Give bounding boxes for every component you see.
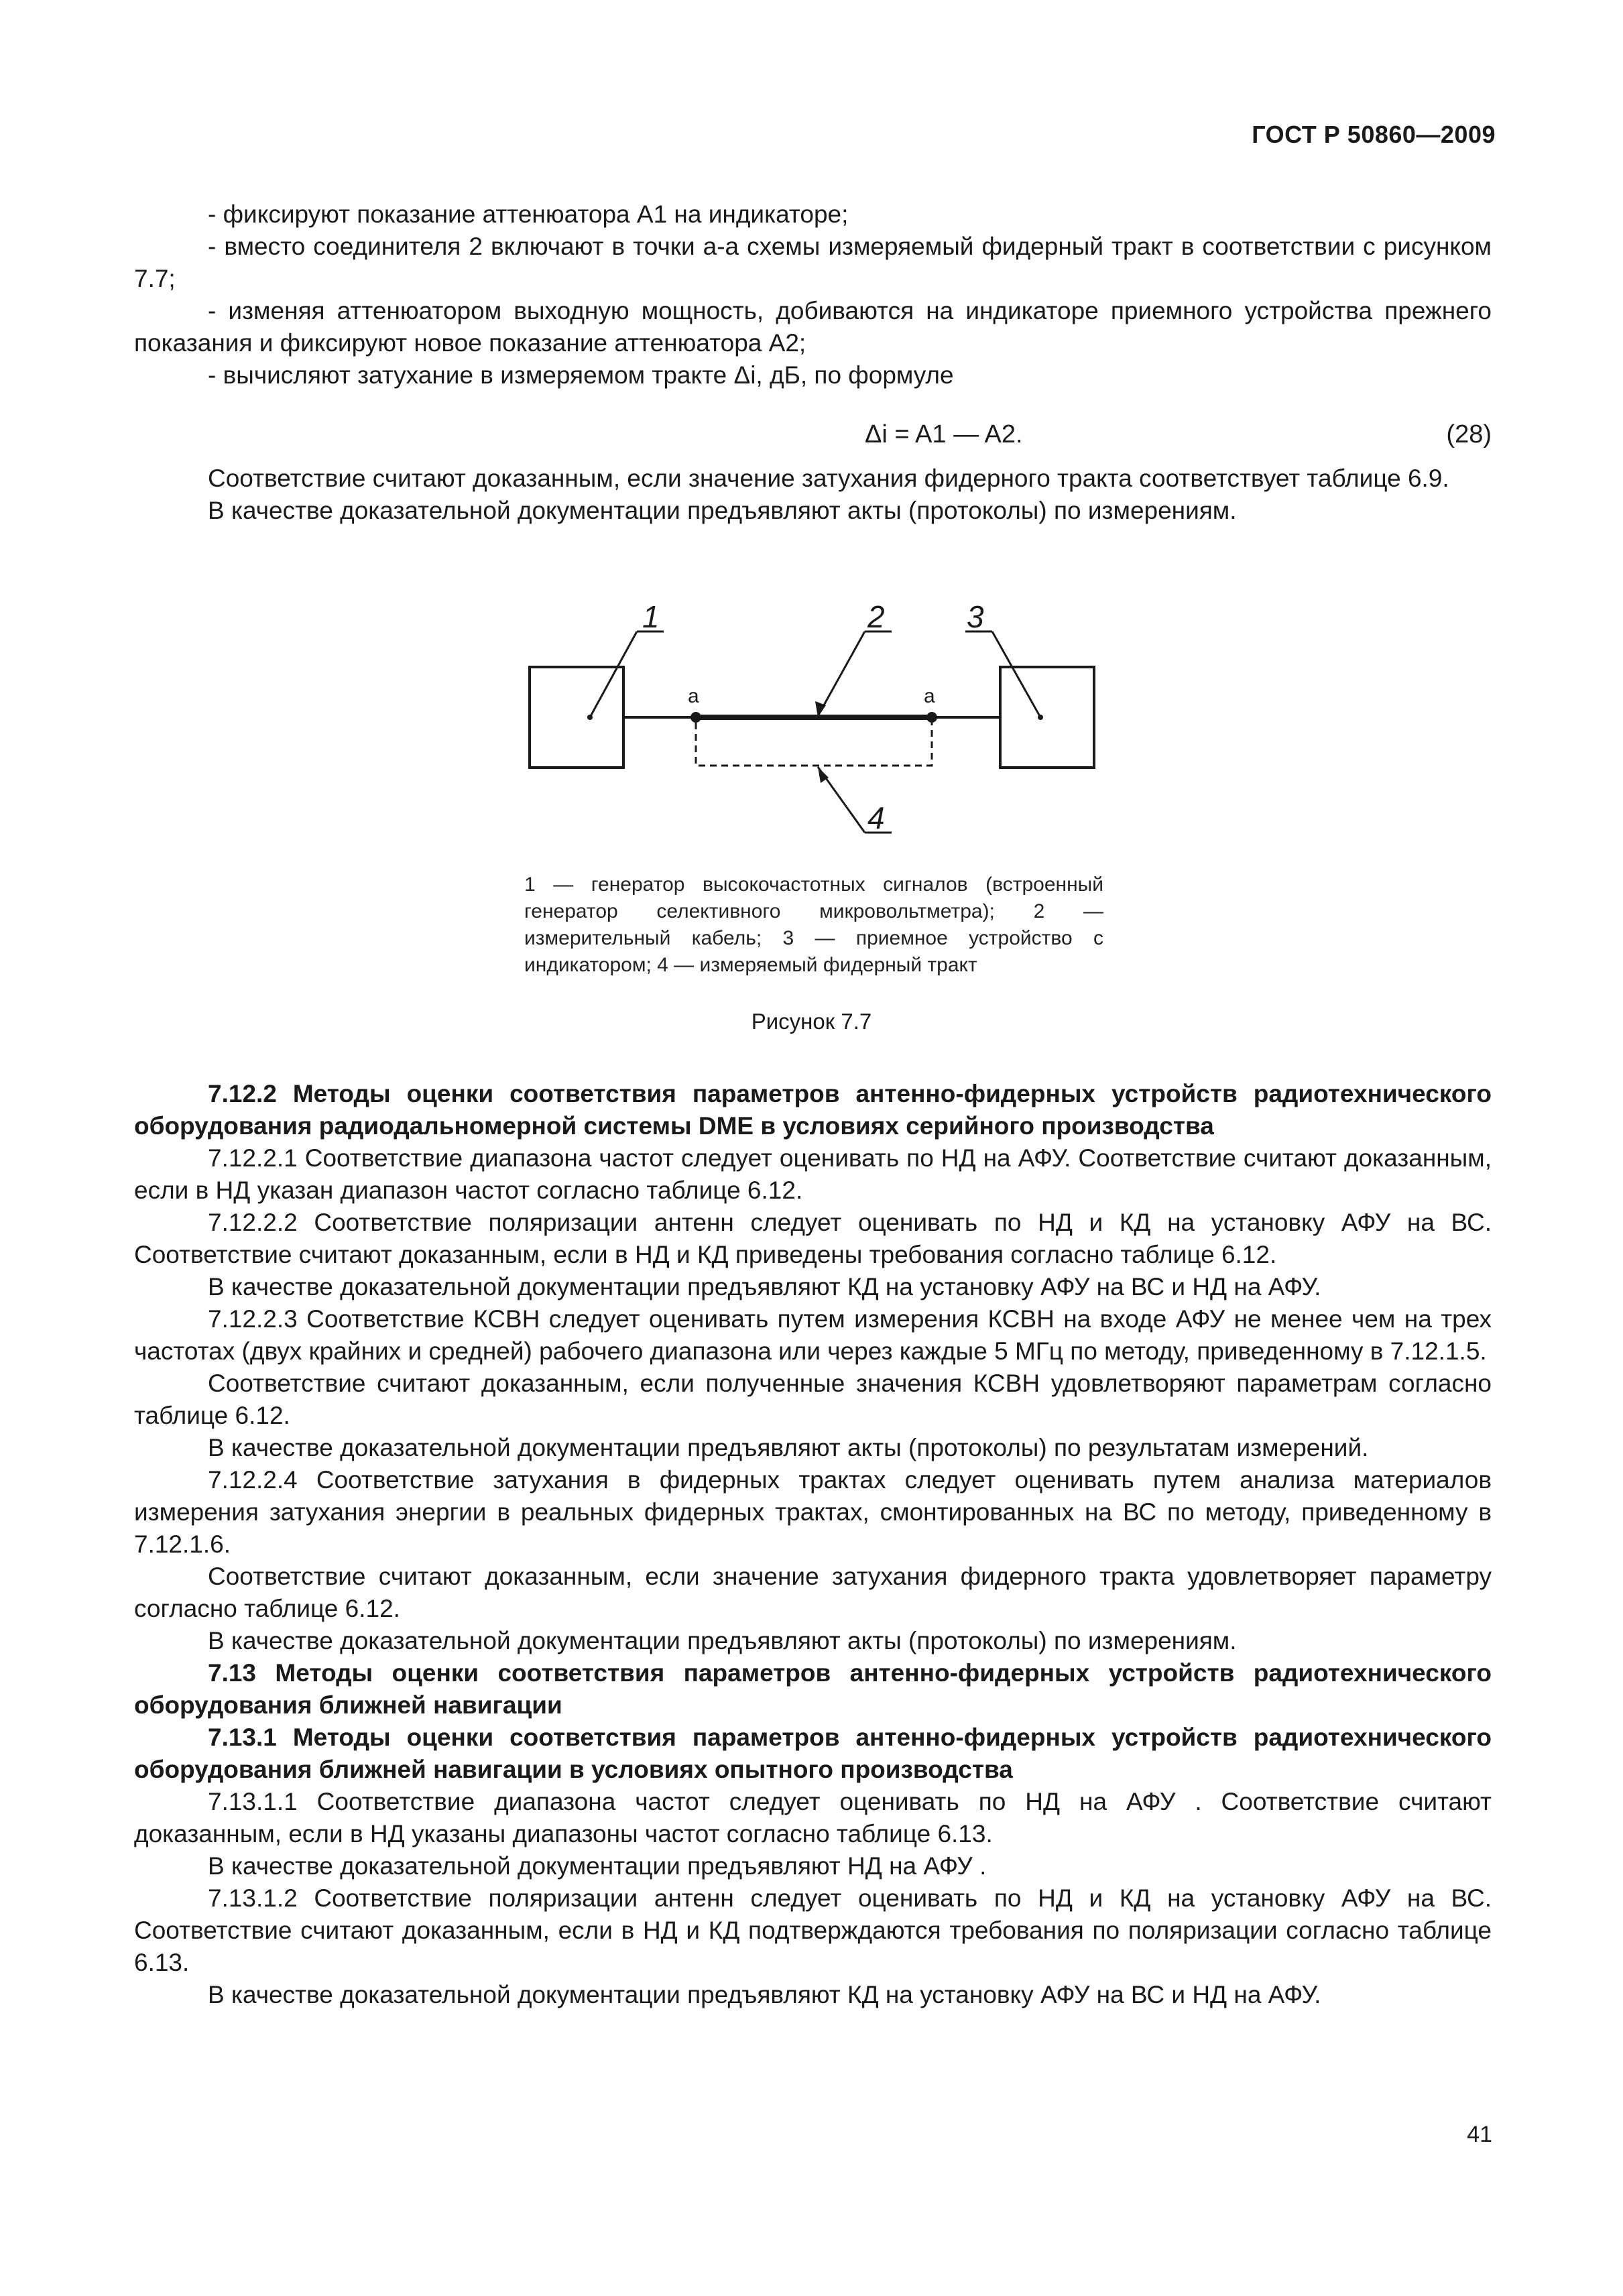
- figure-title: Рисунок 7.7: [751, 1009, 872, 1034]
- paragraph: Соответствие считают доказанным, если значение затухания фидерного тракта соответствует таблице 6.9.: [208, 465, 1449, 492]
- paragraph: В качестве доказательной документации предъявляют НД на АФУ .: [208, 1852, 987, 1880]
- label-a-left: а: [688, 685, 699, 707]
- paragraph: В качестве доказательной документации предъявляют КД на установку АФУ на ВС и НД на АФУ.: [208, 1981, 1321, 2008]
- point-a-right: [926, 712, 937, 723]
- page-number: 41: [1467, 2122, 1492, 2147]
- section-7-12-2: [134, 1078, 1492, 2011]
- label-3: 3: [967, 599, 984, 634]
- figure-7-7-diagram: [523, 590, 1113, 858]
- paragraph: В качестве доказательной документации предъявляют акты (протоколы) по измерениям.: [208, 1627, 1237, 1654]
- label-1: 1: [642, 599, 660, 634]
- formula-expression: Δi = A1 — A2.: [865, 420, 1023, 448]
- paragraph: - вычисляют затухание в измеряемом тракте Δi, дБ, по формуле: [208, 361, 954, 389]
- paragraph: В качестве доказательной документации предъявляют акты (протоколы) по измерениям.: [208, 497, 1237, 524]
- paragraph: - вместо соединителя 2 включают в точки а-а схемы измеряемый фидерный тракт в соответствии с рисунком 7.7;: [134, 233, 1492, 292]
- top-text-block: [134, 198, 1492, 391]
- label-a-right: а: [924, 685, 935, 707]
- formula-28: [134, 414, 1492, 455]
- paragraph: 7.12.2.2 Соответствие поляризации антенн следует оценивать по НД и КД на установку АФУ на ВС. Соответствие считают доказанным, если в НД и КД приведены требования согласно таблице 6.12.: [134, 1209, 1492, 1268]
- section-heading: 7.12.2 Методы оценки соответствия параметров антенно-фидерных устройств радиотехнического оборудования радиодальномерной системы DME в условиях серийного производства: [134, 1080, 1492, 1140]
- label-2: 2: [867, 599, 885, 634]
- paragraph: 7.13.1.1 Соответствие диапазона частот следует оценивать по НД на АФУ . Соответствие считают доказанным, если в НД указаны диапазоны частот согласно таблице 6.13.: [134, 1788, 1492, 1848]
- caption-text: 1 — генератор высокочастотных сигналов (встроенный генератор селективного микровольтметра); 2 — измерительный кабель; 3 — приемное устройство с индикатором; 4 — измеряемый фидерный тракт: [524, 873, 1103, 976]
- figure-caption: [524, 871, 1103, 979]
- paragraph: Соответствие считают доказанным, если значение затухания фидерного тракта удовлетворяет параметру согласно таблице 6.12.: [134, 1563, 1492, 1622]
- paragraph: В качестве доказательной документации предъявляют акты (протоколы) по результатам измерений.: [208, 1434, 1369, 1461]
- subsection-heading: 7.13.1 Методы оценки соответствия параметров антенно-фидерных устройств радиотехнического оборудования ближней навигации в условиях опытного производства: [134, 1724, 1492, 1783]
- paragraph: 7.12.2.3 Соответствие КСВН следует оценивать путем измерения КСВН на входе АФУ не менее чем на трех частотах (двух крайних и средней) рабочего диапазона или через каждые 5 МГц по методу, приведенному в 7.12.1.5.: [134, 1305, 1492, 1365]
- paragraph: 7.12.2.4 Соответствие затухания в фидерных трактах следует оценивать путем анализа материалов измерения затухания энергии в реальных фидерных трактах, смонтированных на ВС по методу, приведенному в 7.12.1.6.: [134, 1466, 1492, 1558]
- point-a-left: [690, 712, 701, 723]
- paragraph: Соответствие считают доказанным, если полученные значения КСВН удовлетворяют параметрам согласно таблице 6.12.: [134, 1370, 1492, 1429]
- document-header: ГОСТ Р 50860—2009: [1252, 121, 1496, 148]
- paragraph: В качестве доказательной документации предъявляют КД на установку АФУ на ВС и НД на АФУ.: [208, 1273, 1321, 1301]
- formula-number: (28): [1446, 420, 1492, 448]
- leader-1: [590, 631, 637, 717]
- paragraph: 7.13.1.2 Соответствие поляризации антенн следует оценивать по НД и КД на установку АФУ на ВС. Соответствие считают доказанным, если в НД и КД подтверждаются требования по поляризации согласно таблице 6.13.: [134, 1884, 1492, 1976]
- paragraph: 7.12.2.1 Соответствие диапазона частот следует оценивать по НД на АФУ. Соответствие считают доказанным, если в НД указан диапазон частот согласно таблице 6.12.: [134, 1144, 1492, 1204]
- paragraph: - изменяя аттенюатором выходную мощность, добиваются на индикаторе приемного устройства прежнего показания и фиксируют новое показание аттенюатора A2;: [134, 297, 1492, 357]
- paragraph: - фиксируют показание аттенюатора A1 на индикаторе;: [208, 200, 849, 228]
- feeder-path-dashed: [696, 723, 932, 766]
- receiver-box: [1000, 667, 1094, 768]
- section-heading: 7.13 Методы оценки соответствия параметров антенно-фидерных устройств радиотехнического оборудования ближней навигации: [134, 1659, 1492, 1719]
- after-formula-block: [134, 463, 1492, 527]
- leader-2: [818, 631, 865, 716]
- label-4: 4: [867, 800, 885, 835]
